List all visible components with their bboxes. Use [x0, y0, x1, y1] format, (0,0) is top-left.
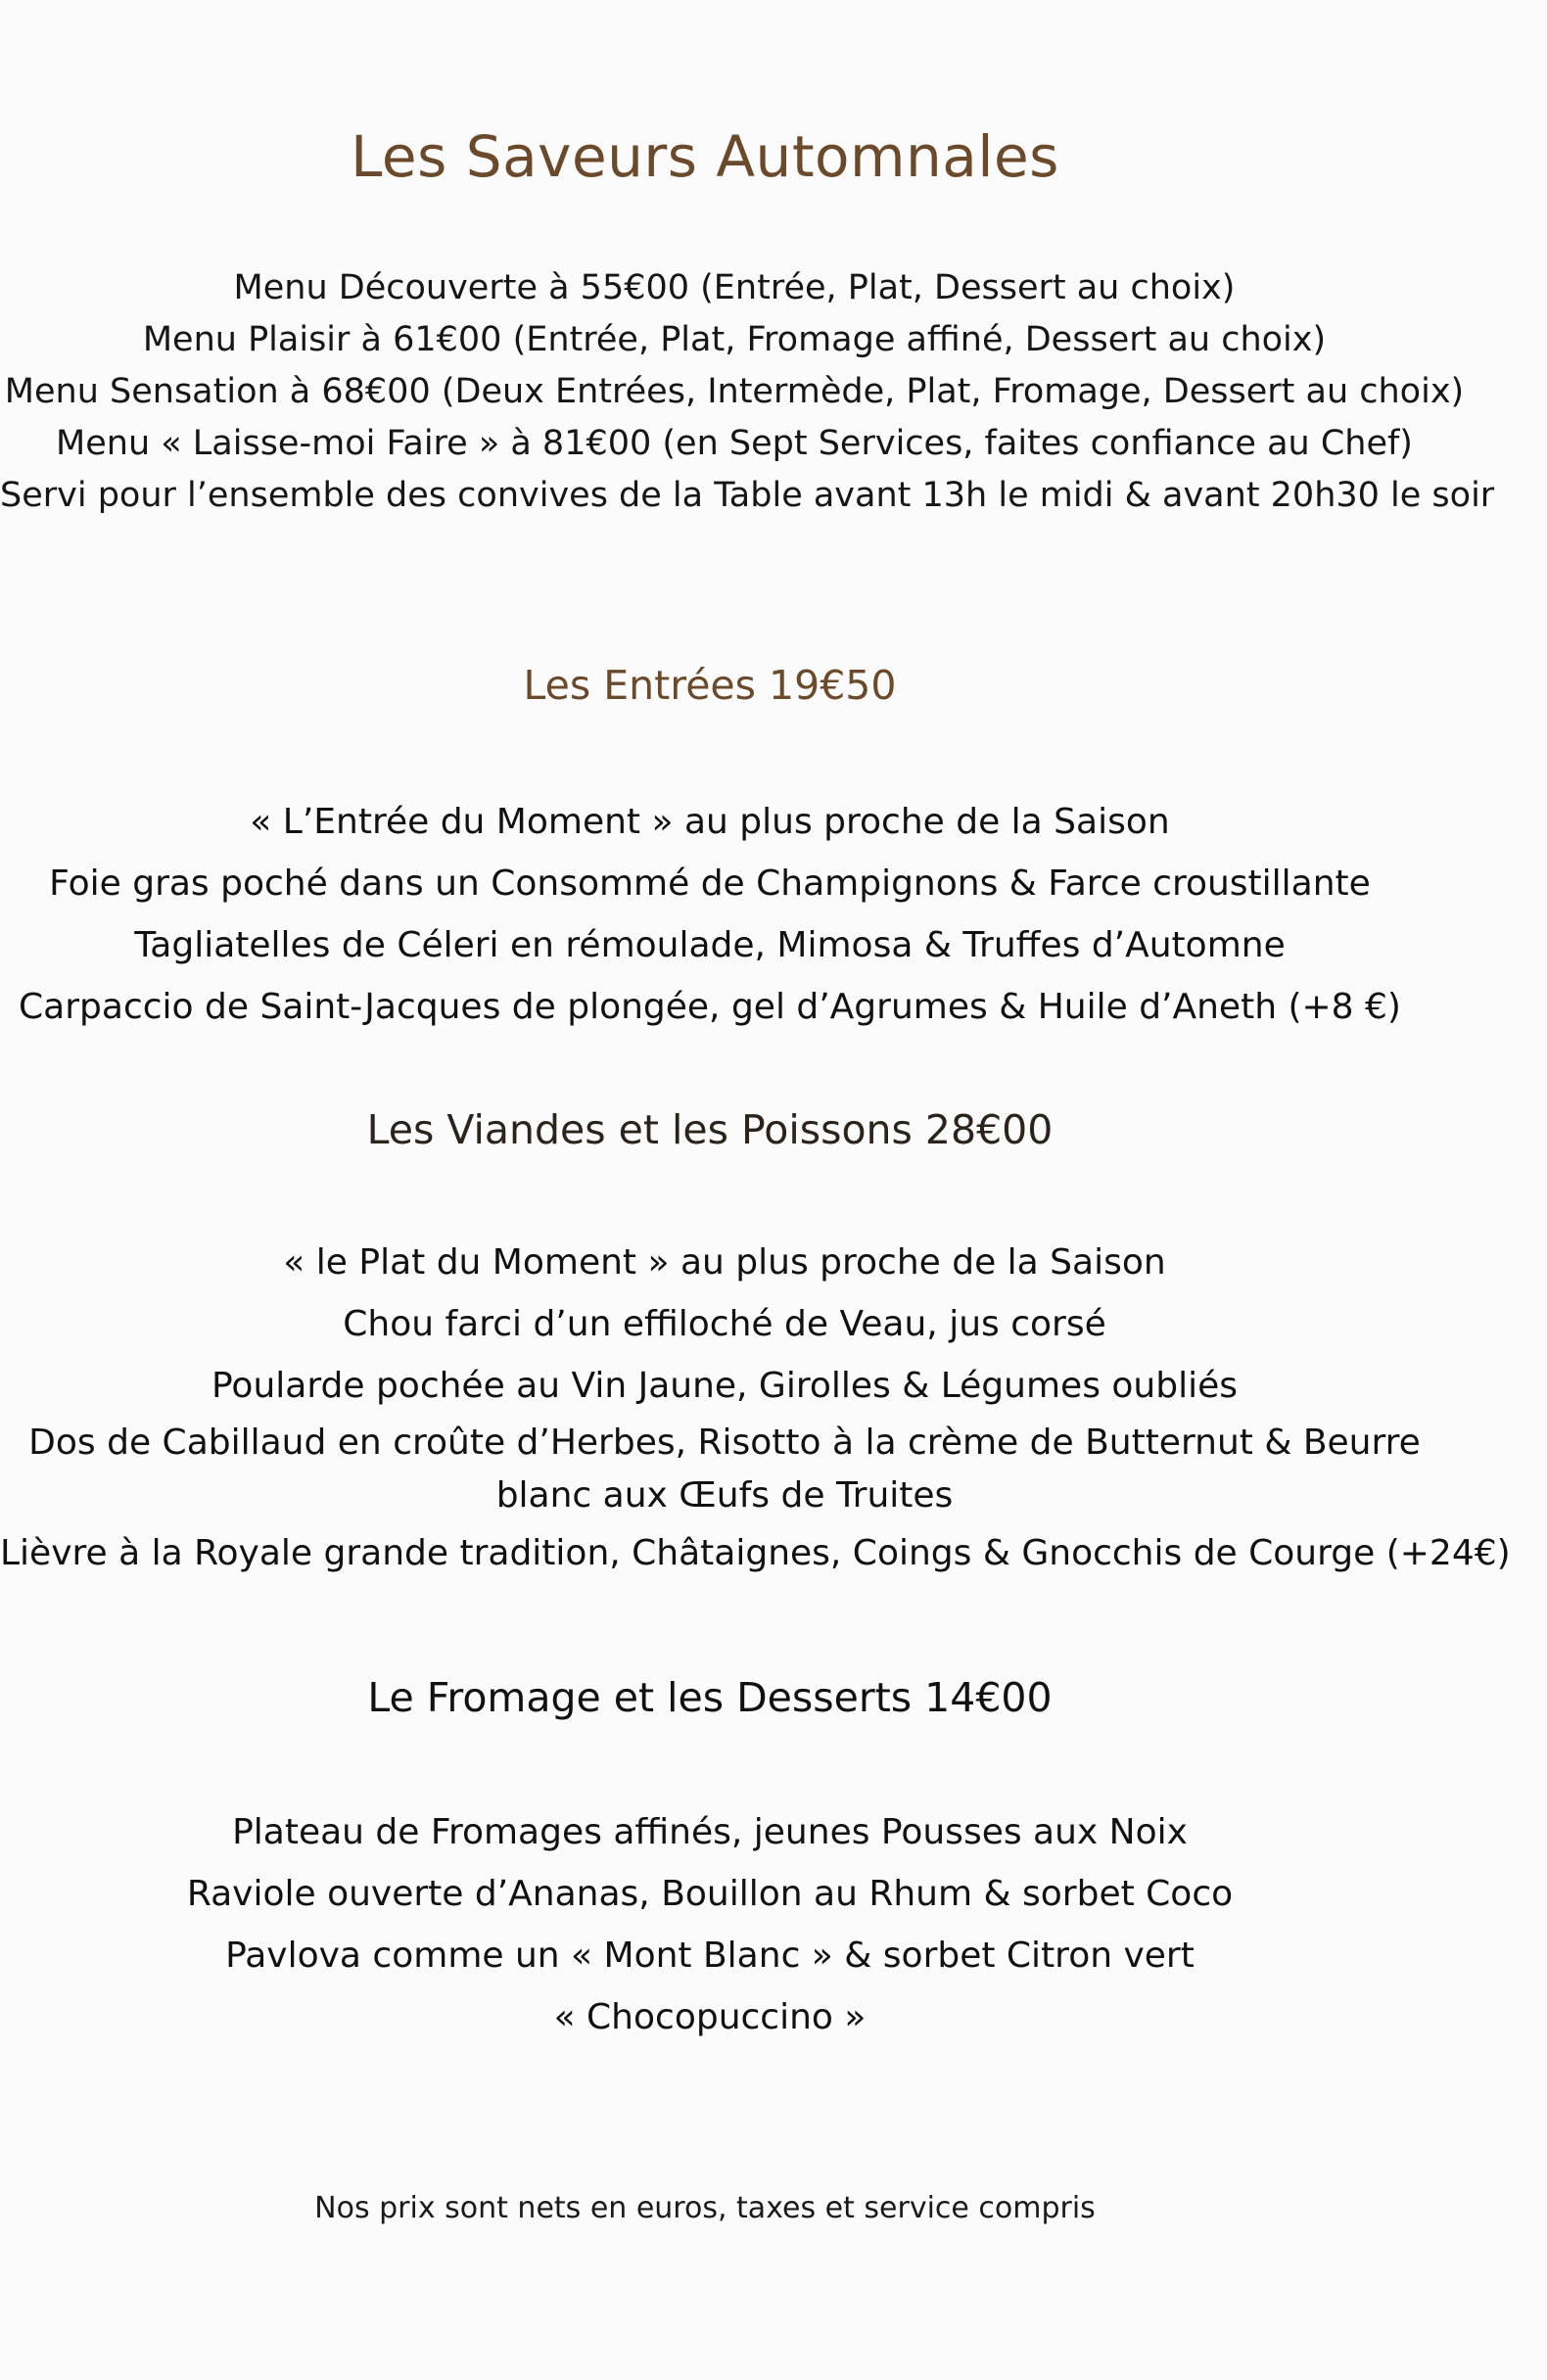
- dish-item: Dos de Cabillaud en croûte d’Herbes, Risotto à la crème de Butternut & Beurre blanc aux Œufs de Truites: [28, 1423, 1421, 1516]
- viandes-poissons-list: [0, 1232, 1511, 1584]
- menu-formula: Menu « Laisse-moi Faire » à 81€00 (en Sept Services, faites confiance au Chef): [56, 424, 1413, 463]
- dish-item: Tagliatelles de Céleri en rémoulade, Mimosa & Truffes d’Automne: [134, 925, 1286, 965]
- dish-item: « Chocopuccino »: [553, 1997, 867, 2037]
- dish-item: Lièvre à la Royale grande tradition, Châtaignes, Coings & Gnocchis de Courge (+24€): [0, 1533, 1511, 1573]
- viandes-poissons-heading: Les Viandes et les Poissons 28€00: [366, 1106, 1054, 1153]
- price-note: Nos prix sont nets en euros, taxes et service compris: [314, 2191, 1096, 2225]
- entrees-list: [0, 791, 1420, 1038]
- menu-formula: Menu Sensation à 68€00 (Deux Entrées, Intermède, Plat, Fromage, Dessert au choix): [4, 372, 1465, 411]
- fromage-desserts-list: [0, 1801, 1420, 2048]
- dish-item: Plateau de Fromages affinés, jeunes Pousses aux Noix: [232, 1812, 1188, 1852]
- service-hours-note: Servi pour l’ensemble des convives de la Table avant 13h le midi & avant 20h30 le soir: [0, 476, 1495, 515]
- dish-item: « le Plat du Moment » au plus proche de la Saison: [283, 1242, 1166, 1283]
- dish-item: Chou farci d’un effiloché de Veau, jus corsé: [343, 1304, 1106, 1344]
- entrees-heading: Les Entrées 19€50: [523, 662, 897, 709]
- page-title: Les Saveurs Automnales: [351, 123, 1059, 190]
- dish-item: « L’Entrée du Moment » au plus proche de la Saison: [250, 802, 1170, 842]
- menu-formula: Menu Plaisir à 61€00 (Entrée, Plat, Fromage affiné, Dessert au choix): [142, 320, 1327, 359]
- dish-item: Pavlova comme un « Mont Blanc » & sorbet Citron vert: [225, 1936, 1195, 1976]
- dish-item: Poularde pochée au Vin Jaune, Girolles & Légumes oubliés: [211, 1366, 1238, 1406]
- menu-formula: Menu Découverte à 55€00 (Entrée, Plat, Dessert au choix): [233, 268, 1236, 307]
- dish-item: Raviole ouverte d’Ananas, Bouillon au Rhum & sorbet Coco: [186, 1874, 1234, 1914]
- menu-formulas: [0, 262, 1495, 522]
- dish-item: Foie gras poché dans un Consommé de Champignons & Farce croustillante: [49, 863, 1371, 904]
- fromage-desserts-heading: Le Fromage et les Desserts 14€00: [367, 1674, 1053, 1721]
- dish-item: Carpaccio de Saint-Jacques de plongée, gel d’Agrumes & Huile d’Aneth (+8 €): [19, 987, 1401, 1027]
